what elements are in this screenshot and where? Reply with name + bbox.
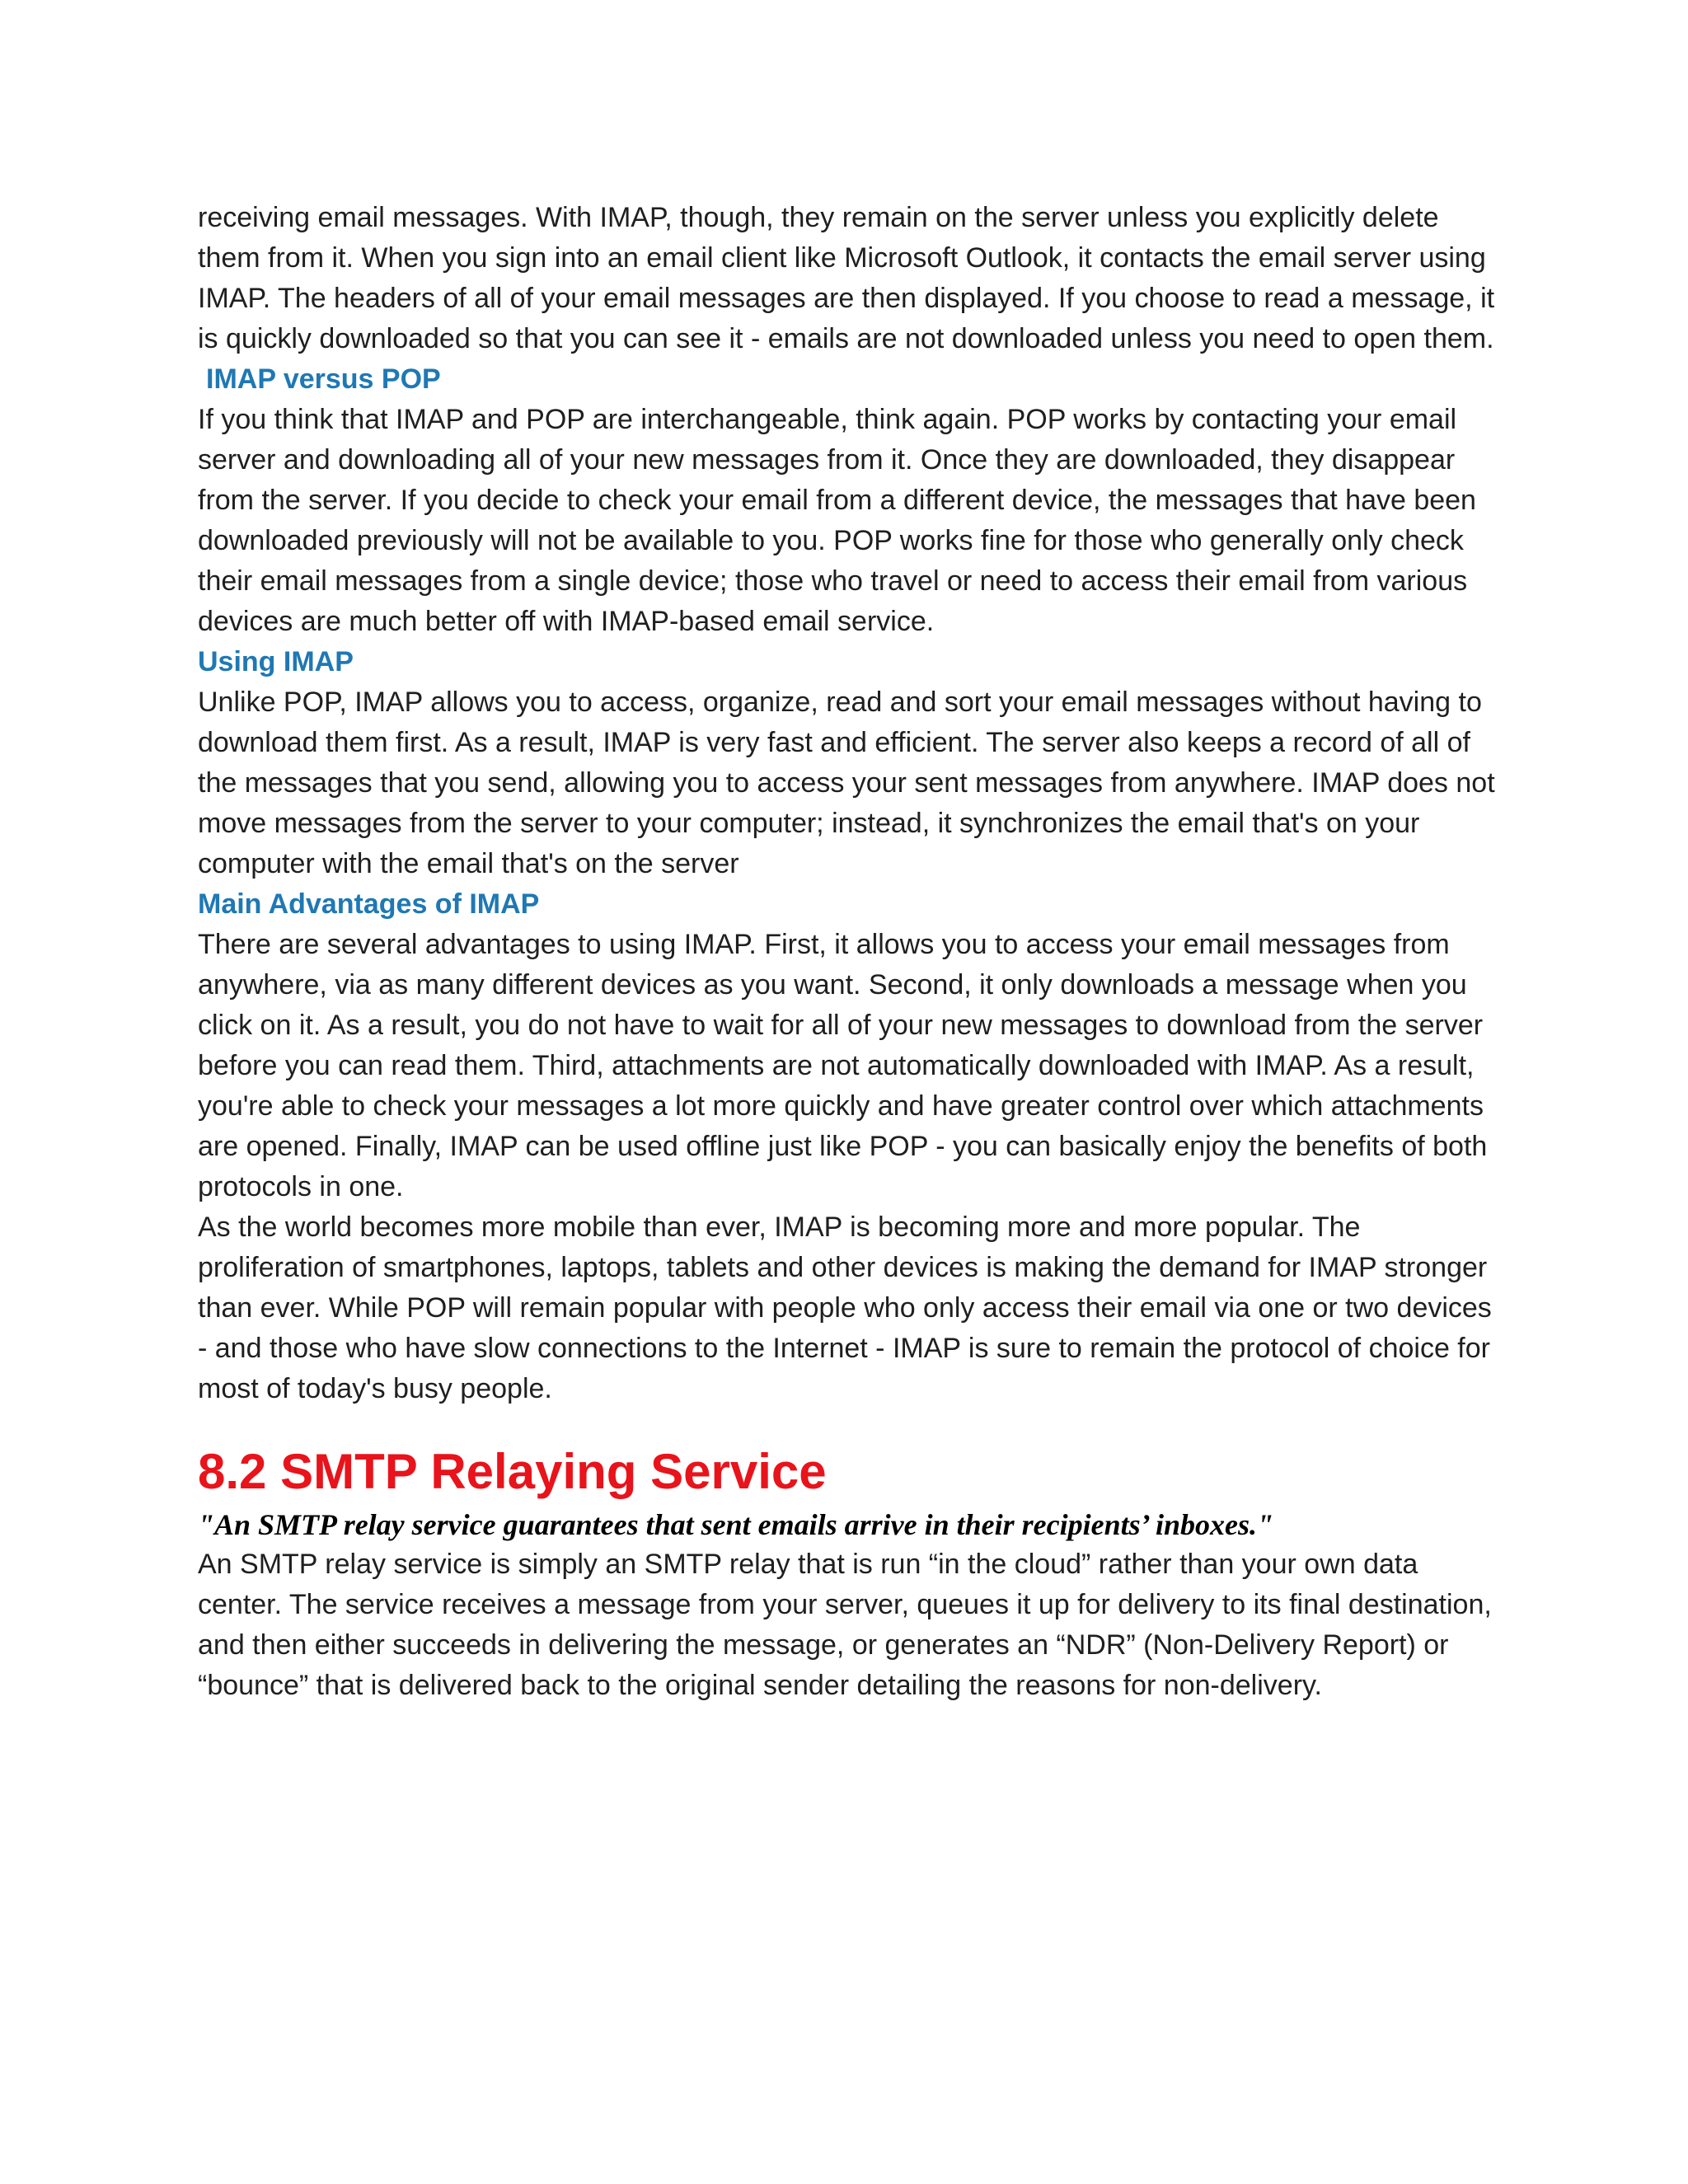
paragraph-intro: receiving email messages. With IMAP, though, they remain on the server unless you explicitly delete them from it. When you sign into an email client like Microsoft Outlook, it contacts the email server using IMAP. The headers of all of your email messages are then displayed. If you choose to read a message, it is quickly downloaded so that you can see it - emails are not downloaded unless you need to open them. [198, 202, 1495, 354]
paragraph-smtp-relay: An SMTP relay service is simply an SMTP relay that is run “in the cloud” rather than your own data center. The service receives a message from your server, queues it up for delivery to its final destination, and then either succeeds in delivering the message, or generates an “NDR” (Non-Delivery Report) or “bounce” that is delivered back to the original sender detailing the reasons for non-delivery. [198, 1549, 1492, 1701]
subheading-imap-versus-pop: IMAP versus POP [206, 363, 441, 395]
section-quote: "An SMTP relay service guarantees that sent emails arrive in their recipients’ inboxes." [198, 1508, 1273, 1541]
paragraph-mobile: As the world becomes more mobile than ever, IMAP is becoming more and more popular. The proliferation of smartphones, laptops, tablets and other devices is making the demand for IMAP stronger than ever. While POP will remain popular with people who only access their email via one or two devices - and those who have slow connections to the Internet - IMAP is sure to remain the protocol of choice for most of today's busy people. [198, 1212, 1492, 1404]
page-content [198, 198, 1500, 1706]
section-title-smtp-relaying: 8.2 SMTP Relaying Service [198, 1444, 827, 1499]
paragraph-imap-versus-pop: If you think that IMAP and POP are interchangeable, think again. POP works by contacting your email server and downloading all of your new messages from it. Once they are downloaded, they disappear from the server. If you decide to check your email from a different device, the messages that have been downloaded previously will not be available to you. POP works fine for those who generally only check their email messages from a single device; those who travel or need to access their email from various devices are much better off with IMAP-based email service. [198, 404, 1476, 637]
subheading-using-imap: Using IMAP [198, 646, 354, 677]
paragraph-using-imap: Unlike POP, IMAP allows you to access, organize, read and sort your email messages without having to download them first. As a result, IMAP is very fast and efficient. The server also keeps a record of all of the messages that you send, allowing you to access your sent messages from anywhere. IMAP does not move messages from the server to your computer; instead, it synchronizes the email that's on your computer with the email that's on the server [198, 687, 1495, 879]
subheading-main-advantages: Main Advantages of IMAP [198, 888, 540, 920]
paragraph-advantages: There are several advantages to using IMAP. First, it allows you to access your email messages from anywhere, via as many different devices as you want. Second, it only downloads a message when you click on it. As a result, you do not have to wait for all of your new messages to download from the server before you can read them. Third, attachments are not automatically downloaded with IMAP. As a result, you're able to check your messages a lot more quickly and have greater control over which attachments are opened. Finally, IMAP can be used offline just like POP - you can basically enjoy the benefits of both protocols in one. [198, 929, 1488, 1202]
